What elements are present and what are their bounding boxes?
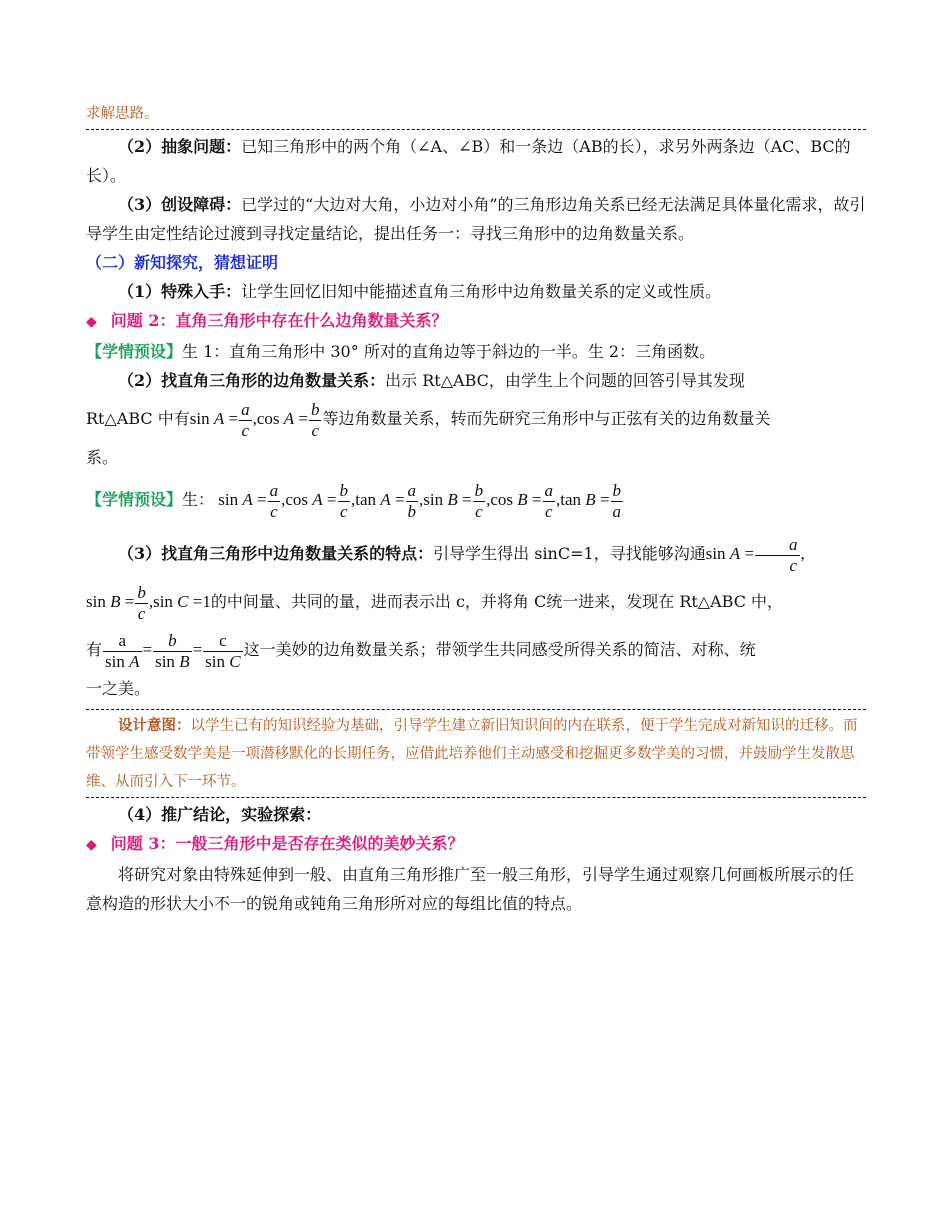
para-find-relation-3: 系。 (86, 448, 119, 467)
para-find-relation-2: Rt△ABC 中有sin A = $\frac{a}{c}$ ,cos A = $\frac{b}{c}$ 等边角数量关系，转而先研究三角形中与正弦有关的边角数量关 (86, 399, 771, 440)
intro-tail: 求解思路。 (86, 106, 159, 122)
text-abstract-problem: 已知三角形中的两个角（∠A、∠B）和一条边（AB的长），求另外两条边（AC、BC的长）。 (86, 137, 851, 185)
label-special-start: （1）特殊入手： (118, 282, 242, 301)
para-special-start (86, 277, 866, 306)
para-abstract-problem (86, 132, 866, 190)
formula-six-trig-ratios: sin A = $\frac{a}{c}$ ,cos A = $\frac{b}{c}$ ,tan A = $\frac{a}{b}$ ,sin B = $\frac{b}{c}$ ,cos B = $\frac{a}{c}$ ,tan B = $\frac{b}{a}$ (218, 480, 622, 521)
diamond-bullet-icon: ◆ (86, 314, 97, 330)
text-special-start: 让学生回忆旧知中能描述直角三角形中边角数量关系的定义或性质。 (241, 282, 722, 301)
formula-sinB-sinC: sin B = $\frac{b}{c}$ ,sin C =1 (86, 582, 211, 623)
divider-dashed (86, 709, 866, 710)
formula-law-of-sines: $\frac{a}{\text{sin A}}$ = $\frac{b}{\text{sin B}}$ = $\frac{c}{\text{sin C}}$ (105, 630, 241, 671)
para-obstacle (86, 190, 866, 248)
design-intent-text: 以学生已有的知识经验为基础，引导学生建立新旧知识间的内在联系，便于学生完成对新知识的迁移。而带领学生感受数学美是一项潜移默化的长期任务，应借此培养他们主动感受和挖掘更多数学美的习惯，并鼓励学生发散思维、从而引入下一环节。 (86, 718, 858, 790)
label-generalize: （4）推广结论，实验探索： (118, 805, 322, 824)
para-features-2: sin B = $\frac{b}{c}$ ,sin C =1的中间量、共同的量，进而表示出 c，并将角 C统一进来，发现在 Rt△ABC 中， (86, 582, 784, 623)
design-intent-label: 设计意图： (118, 717, 191, 734)
para-generalize (86, 800, 866, 829)
label-features: （3）找直角三角形中边角数量关系的特点： (118, 544, 434, 563)
para-features-4: 一之美。 (86, 679, 151, 698)
question-3 (86, 829, 866, 860)
para-final: 将研究对象由特殊延伸到一般、由直角三角形推广至一般三角形，引导学生通过观察几何画板所展示的任意构造的形状大小不一的锐角或钝角三角形所对应的每组比值的特点。 (86, 865, 855, 913)
preset-1 (86, 337, 866, 366)
formula-sinA: sin A = $\frac{a}{c}$ , (705, 534, 805, 575)
document-page (86, 100, 866, 918)
diamond-bullet-icon: ◆ (86, 837, 97, 853)
question-2-text: 问题 2：直角三角形中存在什么边角数量关系？ (110, 311, 448, 330)
formula-sinA-cosA: sin A = $\frac{a}{c}$ ,cos A = $\frac{b}{c}$ (189, 399, 320, 440)
preset-label: 【学情预设】 (86, 490, 183, 509)
text-find-relation-1: 出示 Rt△ABC，由学生上个问题的回答引导其发现 (385, 371, 745, 390)
divider-dashed (86, 129, 866, 130)
divider-dashed (86, 797, 866, 798)
section-heading-explore: （二）新知探究，猜想证明 (86, 253, 279, 272)
question-2 (86, 306, 866, 337)
design-intent (86, 712, 866, 796)
preset-label: 【学情预设】 (86, 342, 183, 361)
question-3-text: 问题 3：一般三角形中是否存在类似的美妙关系？ (110, 834, 464, 853)
para-features-3: 有 $\frac{a}{\text{sin A}}$ = $\frac{b}{\text{sin B}}$ = $\frac{c}{\text{sin C}}$ 这一美妙的边角数量关系；带领学生共同感受所得关系的简洁、对称、统 (86, 630, 756, 671)
para-features-1: （3）找直角三角形中边角数量关系的特点：引导学生得出 sinC=1，寻找能够沟通sin A = $\frac{a}{c}$ , (118, 534, 805, 575)
text-obstacle: 已学过的“大边对大角，小边对小角”的三角形边角关系已经无法满足具体量化需求，故引导学生由定性结论过渡到寻找定量结论，提出任务一：寻找三角形中的边角数量关系。 (86, 195, 866, 243)
label-find-relation: （2）找直角三角形的边角数量关系： (118, 371, 386, 390)
para-find-relation-1 (86, 366, 866, 395)
preset-2: 【学情预设】生： sin A = $\frac{a}{c}$ ,cos A = $\frac{b}{c}$ ,tan A = $\frac{a}{b}$ ,sin B = $\frac{b}{c}$ ,cos B = $\frac{a}{c}$ ,tan B = $\frac{b}{a}$ (86, 476, 866, 524)
label-abstract-problem: （2）抽象问题： (118, 137, 242, 156)
label-obstacle: （3）创设障碍： (118, 195, 242, 214)
preset-1-text: 生 1：直角三角形中 30° 所对的直角边等于斜边的一半。生 2：三角函数。 (182, 342, 716, 361)
